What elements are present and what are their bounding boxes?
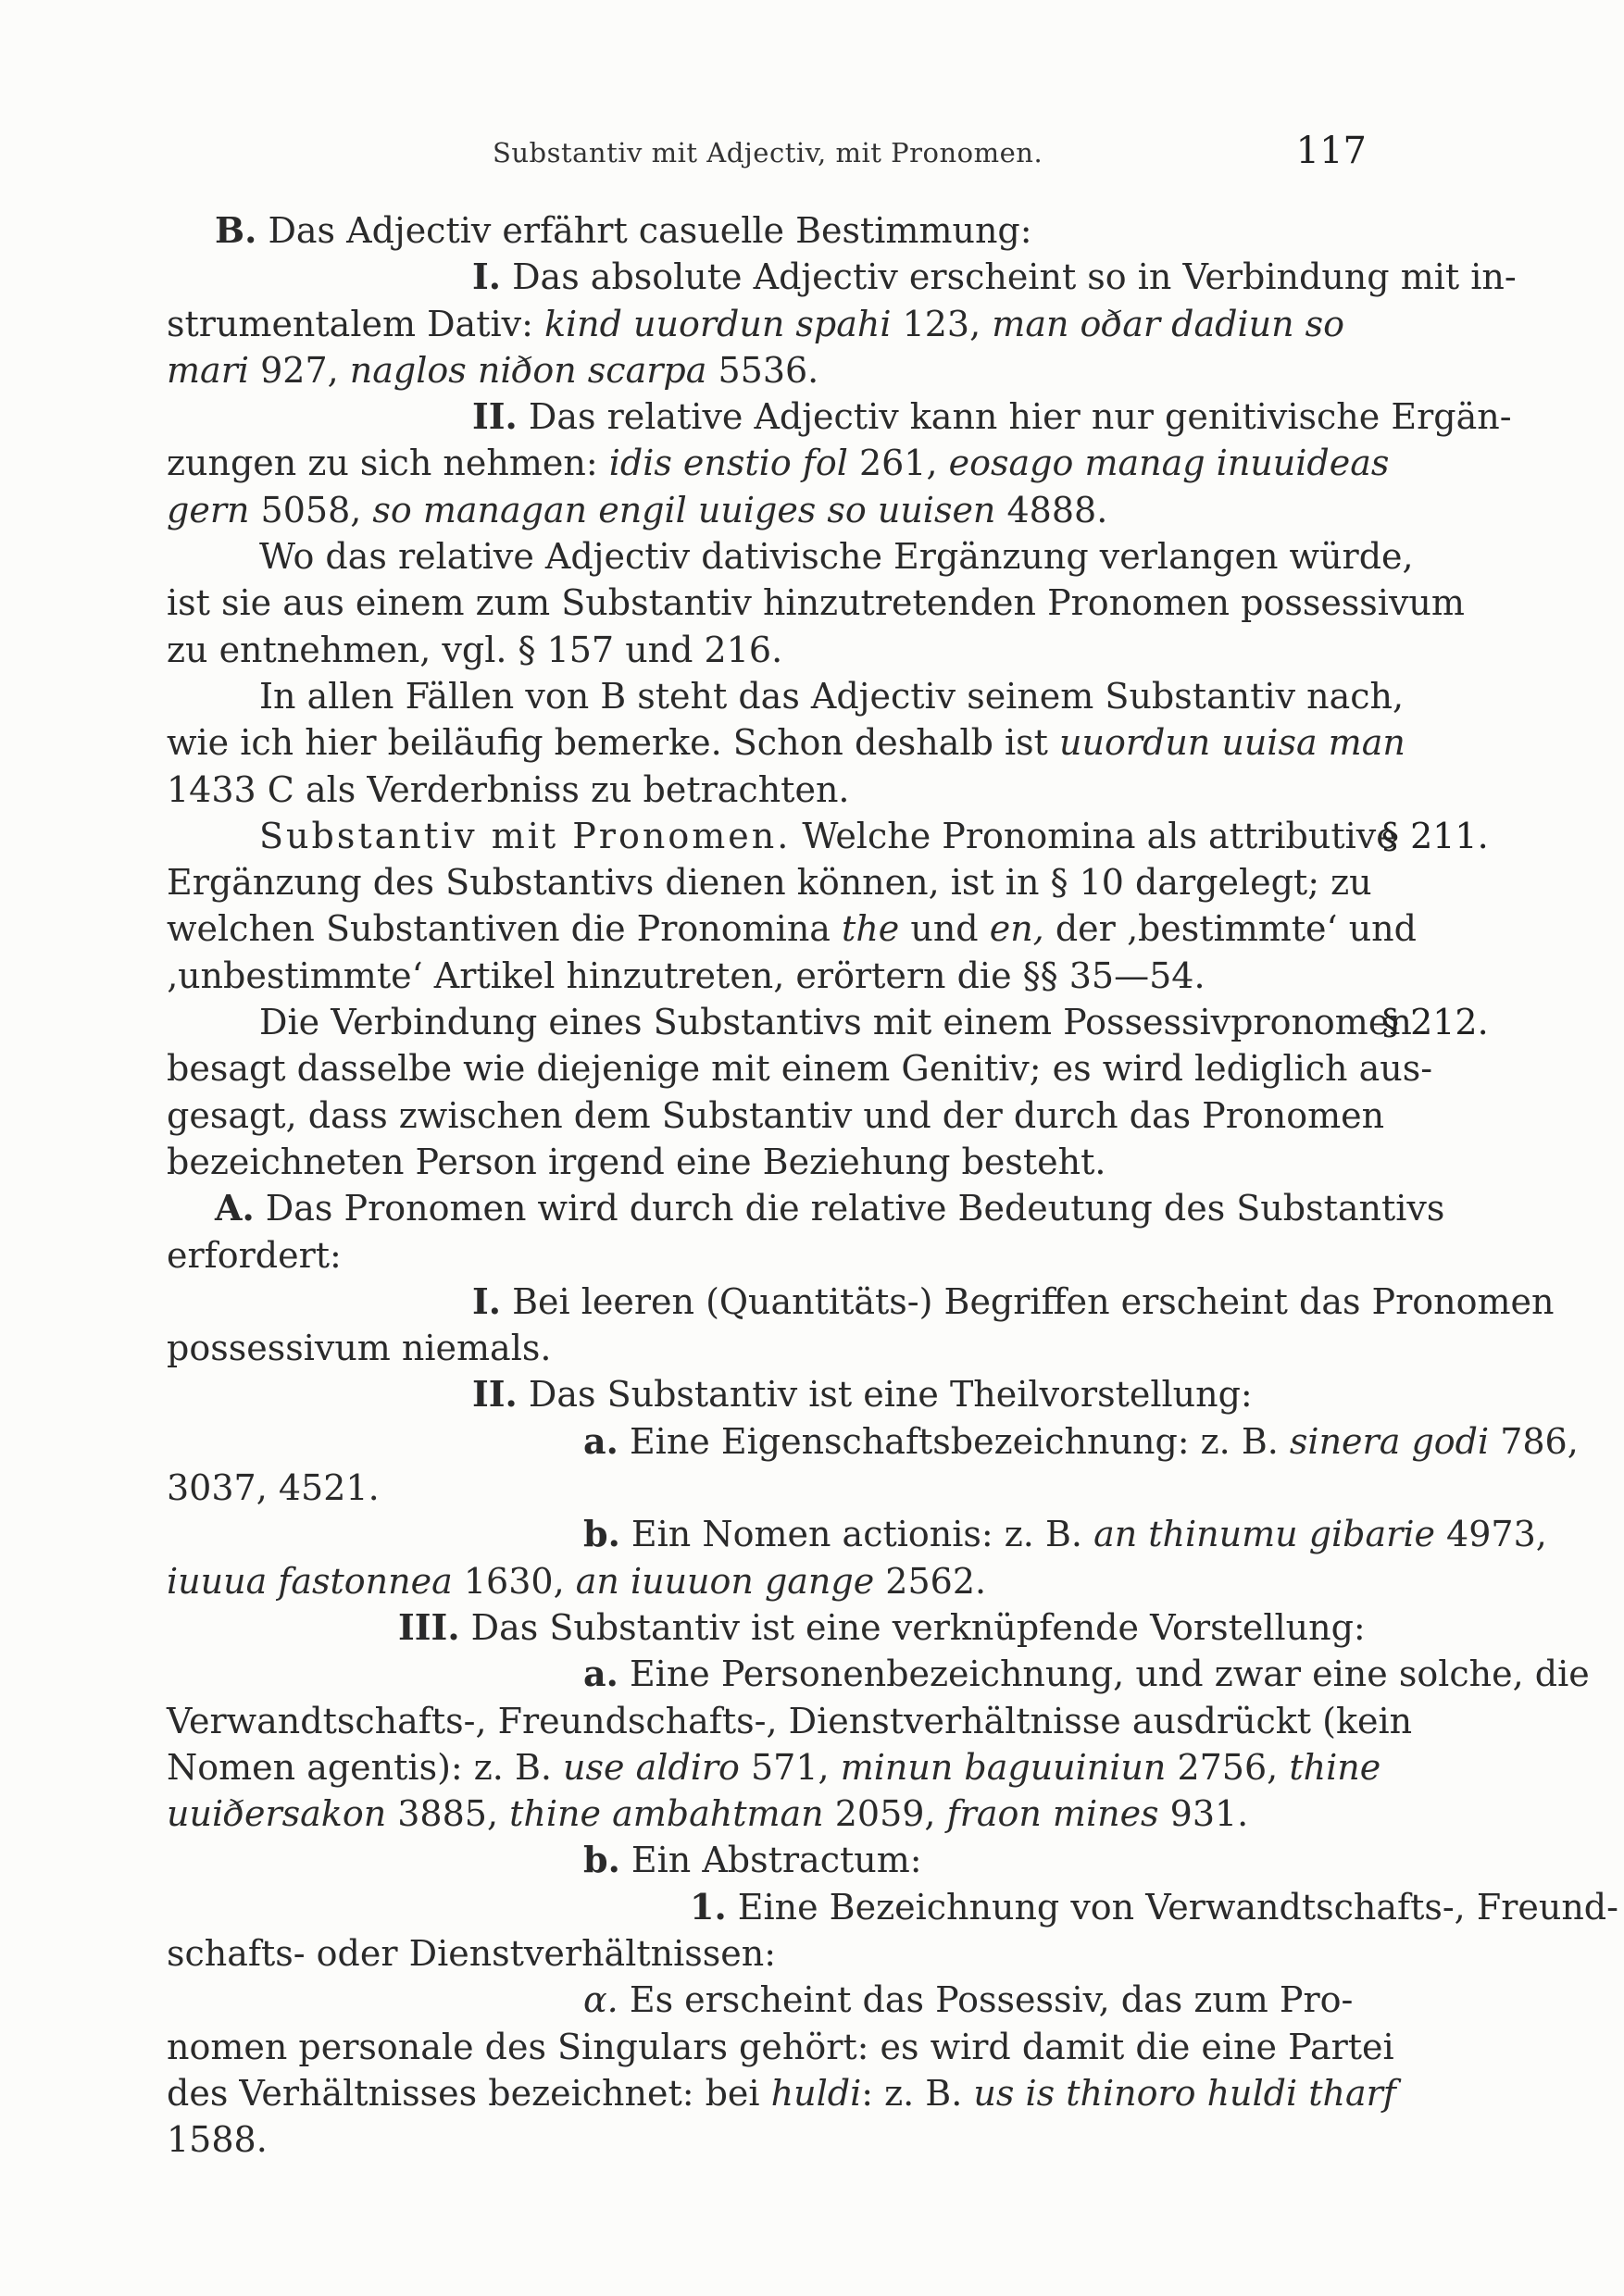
text-line: wie ich hier beiläufig bemerke. Schon deshalb ist uuordun uuisa man <box>167 722 1405 764</box>
page-header <box>493 130 1367 181</box>
text-line: possessivum niemals. <box>167 1328 552 1369</box>
text-line: besagt dasselbe wie diejenige mit einem Genitiv; es wird lediglich aus- <box>167 1048 1433 1090</box>
text-line: mari 927, naglos niðon scarpa 5536. <box>167 349 819 391</box>
text-line: ist sie aus einem zum Substantiv hinzutretenden Pronomen possessivum <box>167 582 1465 624</box>
text-line: 1588. <box>167 2119 268 2161</box>
text-line: uuiðersakon 3885, thine ambahtman 2059, fraon mines 931. <box>167 1793 1249 1835</box>
text-line: zu entnehmen, vgl. § 157 und 216. <box>167 629 783 670</box>
text-line: II. Das relative Adjectiv kann hier nur genitivische Ergän- <box>472 395 1512 438</box>
text-line: Wo das relative Adjectiv dativische Ergänzung verlangen würde, <box>259 536 1414 578</box>
text-line: strumentalem Dativ: kind uuordun spahi 123, man oðar dadiun so <box>167 303 1345 344</box>
text-line: ‚unbestimmte‘ Artikel hinzutreten, erörtern die §§ 35—54. <box>167 955 1206 996</box>
body-text <box>167 207 1618 2163</box>
text-line: welchen Substantiven die Pronomina the und en, der ‚bestimmte‘ und <box>167 908 1417 950</box>
text-line: des Verhältnisses bezeichnet: bei huldi: z. B. us is thinoro huldi tharf <box>167 2072 1396 2114</box>
text-line: B. Das Adjectiv erfährt casuelle Bestimmung: <box>215 209 1032 251</box>
text-line: 1. Eine Bezeichnung von Verwandtschafts-, Freund- <box>690 1885 1618 1928</box>
text-line: b. Ein Nomen actionis: z. B. an thinumu gibarie 4973, <box>583 1513 1547 1555</box>
text-line: A. Das Pronomen wird durch die relative Bedeutung des Substantivs <box>215 1187 1445 1229</box>
text-line: iuuua fastonnea 1630, an iuuuon gange 2562. <box>167 1560 987 1602</box>
text-line: Verwandtschafts-, Freundschafts-, Dienstverhältnisse ausdrückt (kein <box>167 1700 1413 1741</box>
text-line: α. Es erscheint das Possessiv, das zum Pro- <box>583 1979 1354 2021</box>
text-line: erfordert: <box>167 1234 342 1276</box>
text-line: zungen zu sich nehmen: idis enstio fol 261, eosago manag inuuideas <box>167 443 1390 484</box>
text-line: III. Das Substantiv ist eine verknüpfende Vorstellung: <box>398 1605 1366 1648</box>
text-line: I. Das absolute Adjectiv erscheint so in Verbindung mit in- <box>472 256 1517 298</box>
text-line: nomen personale des Singulars gehört: es wird damit die eine Partei <box>167 2026 1394 2067</box>
text-line: Ergänzung des Substantivs dienen können, ist in § 10 dargelegt; zu <box>167 862 1372 904</box>
text-line: b. Ein Abstractum: <box>583 1839 922 1881</box>
margin-section-212: § 212. <box>1381 1002 1489 1043</box>
text-line: gesagt, dass zwischen dem Substantiv und der durch das Pronomen <box>167 1094 1385 1136</box>
running-head: Substantiv mit Adjectiv, mit Pronomen. <box>493 137 1043 168</box>
text-line: gern 5058, so managan engil uuiges so uuisen 4888. <box>167 489 1108 530</box>
text-line: In allen Fällen von B steht das Adjectiv seinem Substantiv nach, <box>259 675 1405 717</box>
section-heading: Substantiv mit Pronomen. <box>259 815 792 856</box>
text-line: 1433 C als Verderbniss zu betrachten. <box>167 768 850 810</box>
text-line: schafts- oder Dienstverhältnissen: <box>167 1932 777 1974</box>
margin-section-211: § 211. <box>1381 815 1489 856</box>
text-line: Substantiv mit Pronomen. Welche Pronomina als attributive § 211. <box>167 813 1370 859</box>
text-line: Nomen agentis): z. B. use aldiro 571, minun baguuiniun 2756, thine <box>167 1746 1381 1788</box>
page-number: 117 <box>1295 130 1367 172</box>
text-line: II. Das Substantiv ist eine Theilvorstellung: <box>472 1373 1253 1416</box>
text-line: a. Eine Eigenschaftsbezeichnung: z. B. sinera godi 786, <box>583 1419 1579 1462</box>
text-line: a. Eine Personenbezeichnung, und zwar eine solche, die <box>583 1653 1590 1695</box>
text-line: I. Bei leeren (Quantitäts-) Begriffen erscheint das Pronomen <box>472 1279 1555 1322</box>
text-line: bezeichneten Person irgend eine Beziehung besteht. <box>167 1141 1106 1182</box>
text-line: Die Verbindung eines Substantivs mit einem Possessivpronomen § 212. <box>167 999 1370 1045</box>
text-line: 3037, 4521. <box>167 1467 380 1509</box>
